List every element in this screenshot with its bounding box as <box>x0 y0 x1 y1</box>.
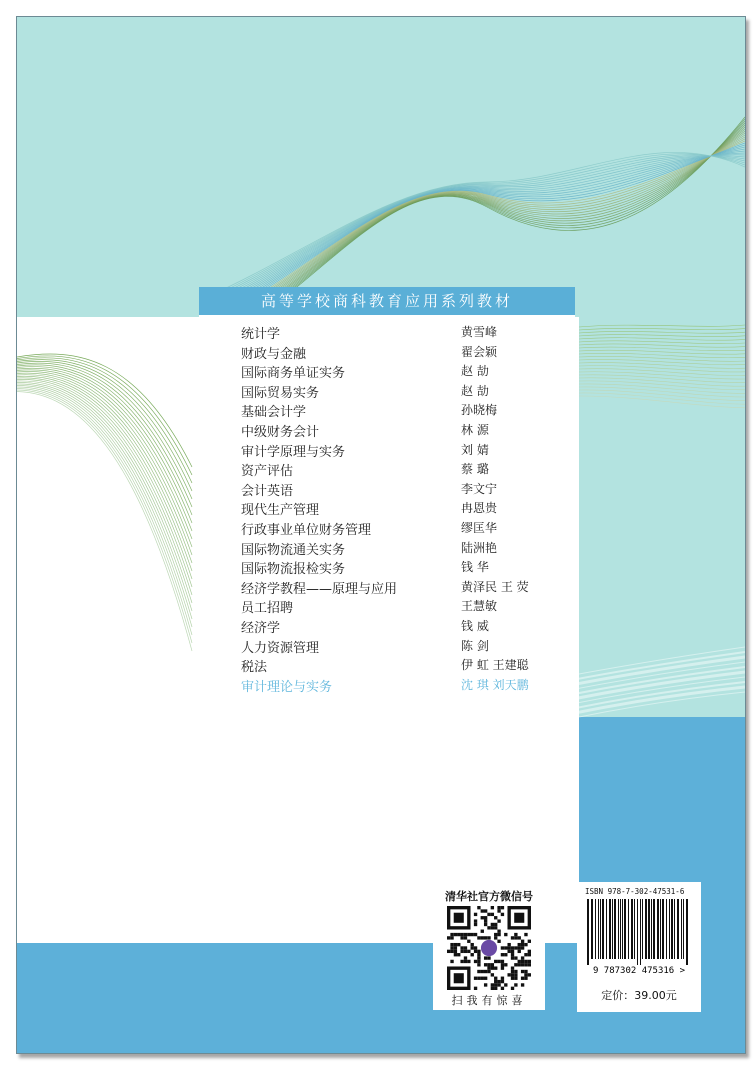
book-list-item <box>199 676 575 696</box>
book-title: 国际商务单证实务 <box>241 366 346 382</box>
book-title: 国际物流报检实务 <box>241 562 346 578</box>
book-title: 员工招聘 <box>241 601 294 617</box>
book-author: 赵 劼 <box>461 383 489 398</box>
book-list-item <box>199 460 575 480</box>
book-title: 经济学 <box>241 621 281 636</box>
price-label: 定价：39.00元 <box>601 989 677 1002</box>
book-list-item <box>199 597 575 617</box>
book-author: 赵 劼 <box>461 364 489 379</box>
book-list-item <box>199 421 575 441</box>
book-list-item <box>199 441 575 461</box>
book-title: 税法 <box>241 660 268 676</box>
isbn-barcode-box <box>577 882 701 1012</box>
qr-title: 清华社官方微信号 <box>445 890 533 903</box>
isbn-text: ISBN 978-7-302-47531-6 <box>585 887 685 896</box>
book-title: 统计学 <box>241 327 281 342</box>
book-title: 会计英语 <box>241 483 294 499</box>
book-list-item <box>199 362 575 382</box>
book-author: 陆洲艳 <box>461 540 498 555</box>
book-author: 刘 婧 <box>461 442 489 457</box>
book-author: 林 源 <box>461 423 489 437</box>
book-list-item <box>199 617 575 637</box>
book-back-cover <box>16 16 746 1054</box>
book-title: 国际贸易实务 <box>241 385 320 401</box>
book-author: 翟会颖 <box>461 344 498 359</box>
book-author: 王慧敏 <box>461 599 498 614</box>
book-author: 伊 虹 王建聪 <box>461 658 529 673</box>
book-author: 沈 琪 刘天鹏 <box>461 677 529 692</box>
book-title: 审计学原理与实务 <box>241 444 346 460</box>
book-author: 蔡 璐 <box>461 462 489 477</box>
book-title: 资产评估 <box>241 464 294 480</box>
book-list-item <box>199 656 575 676</box>
book-author: 陈 剑 <box>461 638 489 653</box>
series-title: 高等学校商科教育应用系列教材 <box>199 287 575 315</box>
qr-code-icon[interactable] <box>447 906 531 990</box>
book-author: 钱 华 <box>461 560 489 575</box>
book-title: 经济学教程——原理与应用 <box>241 581 398 597</box>
book-list-item <box>199 343 575 363</box>
qr-box <box>433 884 545 1010</box>
book-title: 人力资源管理 <box>241 640 320 656</box>
book-list-item <box>199 382 575 402</box>
book-list-item <box>199 499 575 519</box>
book-title: 财政与金融 <box>241 346 307 362</box>
book-list-item <box>199 519 575 539</box>
book-title: 审计理论与实务 <box>241 679 333 695</box>
book-list-item <box>199 578 575 598</box>
barcode-icon <box>585 899 693 975</box>
book-list-item <box>199 480 575 500</box>
book-list-item <box>199 637 575 657</box>
book-list-item <box>199 323 575 343</box>
book-title: 中级财务会计 <box>241 425 320 440</box>
barcode-digits: 9 787302 475316 > <box>592 966 686 975</box>
book-author: 孙晓梅 <box>461 403 498 418</box>
book-list <box>199 315 575 709</box>
book-title: 基础会计学 <box>241 405 307 421</box>
book-title: 国际物流通关实务 <box>241 542 346 558</box>
book-list-item <box>199 558 575 578</box>
book-author: 李文宁 <box>461 481 498 496</box>
qr-caption: 扫我有惊喜 <box>451 994 527 1007</box>
book-list-item <box>199 539 575 559</box>
book-author: 钱 威 <box>461 619 489 633</box>
book-author: 黄泽民 王 荧 <box>461 579 529 594</box>
book-author: 冉恩贵 <box>461 501 498 516</box>
book-author: 黄雪峰 <box>461 325 498 339</box>
book-title: 现代生产管理 <box>241 503 320 519</box>
book-title: 行政事业单位财务管理 <box>241 523 372 538</box>
book-author: 缪匡华 <box>461 521 498 535</box>
book-list-item <box>199 401 575 421</box>
